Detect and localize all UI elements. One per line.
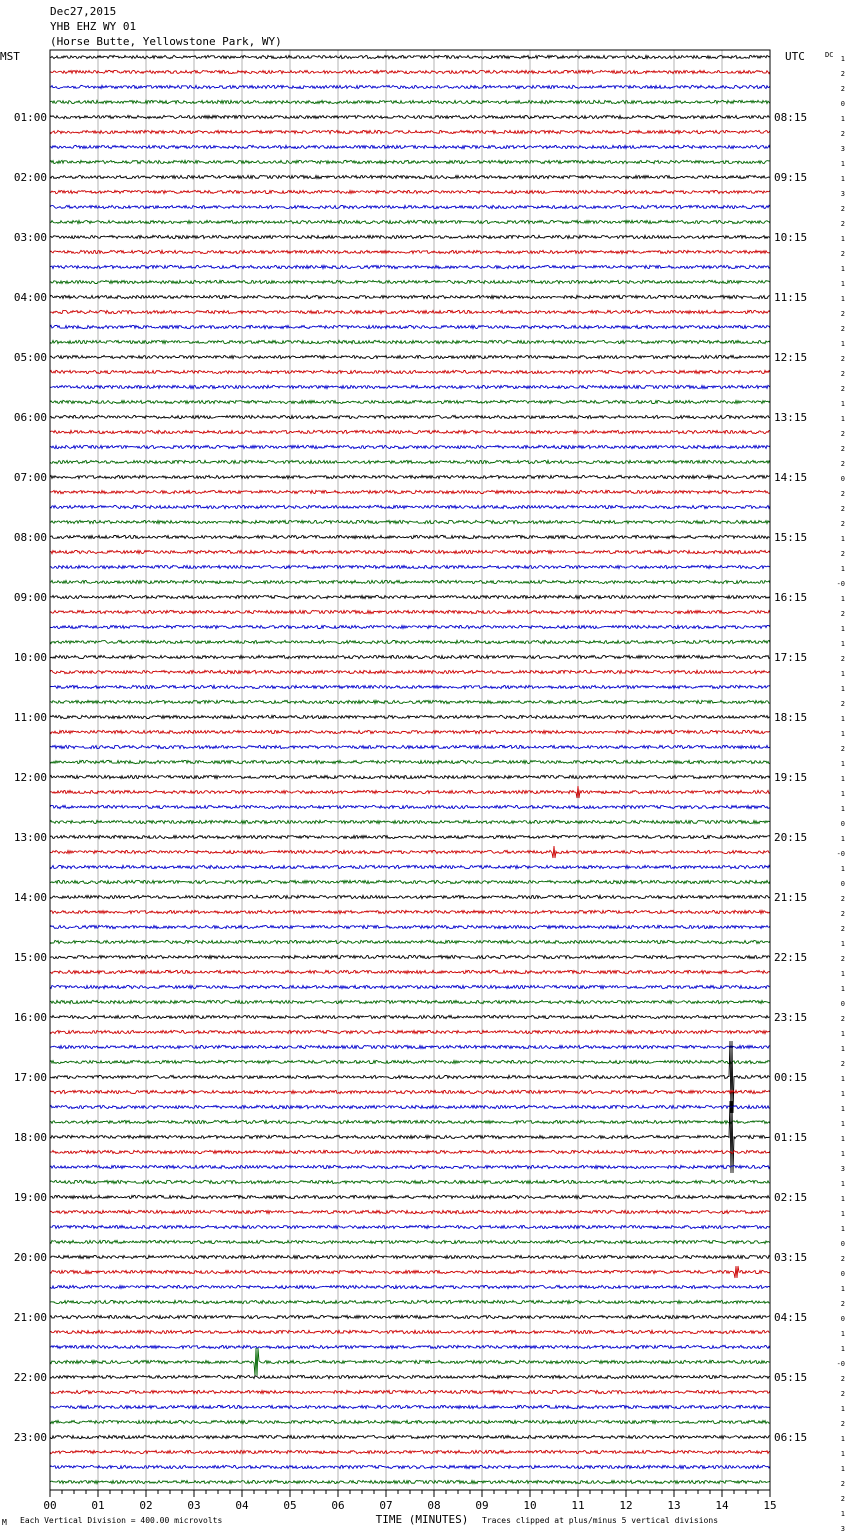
x-tick-label: 12: [619, 1499, 633, 1512]
trace-60: [50, 955, 770, 958]
right-hour-label: 03:15: [774, 1251, 808, 1264]
left-hour-label: 10:00: [13, 651, 47, 664]
dc-value: 1: [840, 1105, 845, 1113]
dc-value: 1: [840, 1090, 845, 1098]
trace-43: [50, 700, 770, 703]
trace-55: [50, 880, 770, 883]
x-tick-label: 10: [523, 1499, 537, 1512]
trace-1: [50, 70, 770, 73]
dc-value: 1: [840, 835, 845, 843]
trace-82: [50, 1285, 770, 1288]
dc-value: 1: [840, 1180, 845, 1188]
dc-value: 1: [840, 1435, 845, 1443]
right-hour-labels: [774, 111, 807, 1444]
x-tick-label: 11: [571, 1499, 585, 1512]
trace-9: [50, 190, 770, 193]
dc-value: 1: [840, 1075, 845, 1083]
right-hour-label: 23:15: [774, 1011, 808, 1024]
dc-value: 0: [840, 880, 845, 888]
x-tick-label: 04: [235, 1499, 249, 1512]
dc-value: 2: [840, 955, 845, 963]
left-hour-label: 17:00: [13, 1071, 47, 1084]
dc-value: 1: [840, 1510, 845, 1518]
dc-value: 2: [840, 550, 845, 558]
dc-value: 2: [840, 70, 845, 78]
trace-73: [50, 1150, 770, 1153]
dc-value: 1: [840, 595, 845, 603]
trace-93: [50, 1450, 770, 1453]
dc-value: 1: [840, 970, 845, 978]
dc-value: 0: [840, 1270, 845, 1278]
trace-6: [50, 145, 770, 148]
left-hour-label: 21:00: [13, 1311, 47, 1324]
right-hour-label: 08:15: [774, 111, 808, 124]
dc-value: 1: [840, 985, 845, 993]
trace-64: [50, 1015, 770, 1018]
x-axis-title: TIME (MINUTES): [375, 1513, 469, 1526]
trace-81: [50, 1266, 770, 1278]
trace-14: [50, 265, 770, 268]
right-hour-label: 15:15: [774, 531, 808, 544]
trace-78: [50, 1225, 770, 1228]
dc-value: 1: [840, 1405, 845, 1413]
trace-56: [50, 895, 770, 898]
dc-value: 1: [840, 400, 845, 408]
trace-94: [50, 1465, 770, 1468]
dc-value: 1: [840, 760, 845, 768]
x-tick-label: 15: [763, 1499, 777, 1512]
trace-74: [50, 1165, 770, 1168]
dc-value: 2: [840, 520, 845, 528]
trace-84: [50, 1315, 770, 1318]
x-axis: [43, 1490, 776, 1512]
dc-column-label: DC: [825, 51, 834, 59]
trace-61: [50, 970, 770, 973]
dc-value: 0: [840, 100, 845, 108]
x-tick-label: 08: [427, 1499, 441, 1512]
dc-value: 2: [840, 1060, 845, 1068]
dc-value: 2: [840, 1375, 845, 1383]
trace-19: [50, 340, 770, 343]
dc-value: 1: [840, 640, 845, 648]
left-hour-label: 19:00: [13, 1191, 47, 1204]
right-hour-label: 04:15: [774, 1311, 808, 1324]
trace-12: [50, 235, 770, 238]
left-hour-label: 22:00: [13, 1371, 47, 1384]
dc-value: 2: [840, 505, 845, 513]
dc-value: 0: [840, 1240, 845, 1248]
trace-89: [50, 1390, 770, 1393]
dc-value: 2: [840, 445, 845, 453]
trace-49: [50, 786, 770, 798]
dc-value: 1: [840, 1135, 845, 1143]
left-hour-label: 15:00: [13, 951, 47, 964]
trace-39: [50, 640, 770, 643]
x-tick-label: 02: [139, 1499, 153, 1512]
dc-value: 1: [840, 280, 845, 288]
trace-53: [50, 846, 770, 858]
dc-value: 1: [840, 235, 845, 243]
dc-value: 2: [840, 85, 845, 93]
dc-value: -0: [836, 850, 845, 858]
x-tick-label: 00: [43, 1499, 57, 1512]
left-hour-label: 12:00: [13, 771, 47, 784]
trace-37: [50, 610, 770, 613]
trace-58: [50, 925, 770, 928]
trace-24: [50, 415, 770, 418]
x-tick-label: 14: [715, 1499, 729, 1512]
trace-71: [50, 1120, 770, 1123]
dc-value: 1: [840, 160, 845, 168]
dc-value: 2: [840, 1255, 845, 1263]
trace-46: [50, 745, 770, 748]
trace-95: [50, 1480, 770, 1483]
dc-value: 0: [840, 1000, 845, 1008]
clip-note: Traces clipped at plus/minus 5 vertical divisions: [482, 1516, 719, 1525]
dc-value: 3: [840, 1165, 845, 1173]
dc-value: 2: [840, 370, 845, 378]
left-hour-label: 01:00: [13, 111, 47, 124]
left-hour-label: 13:00: [13, 831, 47, 844]
dc-value: 2: [840, 220, 845, 228]
trace-4: [50, 115, 770, 118]
dc-value: 1: [840, 1150, 845, 1158]
dc-value: 0: [840, 820, 845, 828]
trace-21: [50, 370, 770, 373]
dc-value: 1: [840, 1195, 845, 1203]
trace-41: [50, 670, 770, 673]
right-hour-label: 12:15: [774, 351, 808, 364]
x-tick-label: 13: [667, 1499, 681, 1512]
dc-value: 3: [840, 1525, 845, 1533]
left-hour-label: 09:00: [13, 591, 47, 604]
dc-value: 1: [840, 1345, 845, 1353]
trace-67: [50, 1060, 770, 1063]
dc-value: 1: [840, 775, 845, 783]
trace-27: [50, 460, 770, 463]
dc-value: 2: [840, 325, 845, 333]
trace-90: [50, 1405, 770, 1408]
dc-value: 0: [840, 1315, 845, 1323]
trace-group: [50, 55, 770, 1483]
trace-22: [50, 385, 770, 388]
dc-value: 2: [840, 1480, 845, 1488]
trace-87: [50, 1348, 770, 1376]
trace-57: [50, 910, 770, 913]
trace-18: [50, 325, 770, 328]
dc-value: 2: [840, 1015, 845, 1023]
trace-42: [50, 685, 770, 688]
dc-value: 1: [840, 625, 845, 633]
right-hour-label: 00:15: [774, 1071, 808, 1084]
trace-32: [50, 535, 770, 538]
trace-11: [50, 220, 770, 223]
dc-value: 2: [840, 925, 845, 933]
dc-value: 1: [840, 55, 845, 63]
trace-68: [50, 1041, 770, 1113]
left-hour-label: 11:00: [13, 711, 47, 724]
trace-54: [50, 865, 770, 868]
trace-45: [50, 730, 770, 733]
dc-value: 2: [840, 460, 845, 468]
trace-3: [50, 100, 770, 103]
dc-value: 1: [840, 265, 845, 273]
dc-value: 1: [840, 340, 845, 348]
trace-36: [50, 595, 770, 598]
dc-value: 1: [840, 1120, 845, 1128]
dc-value: 1: [840, 1225, 845, 1233]
dc-value: 2: [840, 895, 845, 903]
trace-0: [50, 55, 770, 58]
dc-value: 2: [840, 1300, 845, 1308]
trace-85: [50, 1330, 770, 1333]
dc-value: 3: [840, 190, 845, 198]
dc-value: 1: [840, 1210, 845, 1218]
trace-7: [50, 160, 770, 163]
trace-62: [50, 985, 770, 988]
trace-76: [50, 1195, 770, 1198]
dc-value: 1: [840, 175, 845, 183]
dc-value: -0: [836, 1360, 845, 1368]
left-hour-label: 06:00: [13, 411, 47, 424]
dc-value: 2: [840, 1495, 845, 1503]
trace-30: [50, 505, 770, 508]
trace-25: [50, 430, 770, 433]
trace-88: [50, 1375, 770, 1378]
dc-value: 1: [840, 865, 845, 873]
left-hour-label: 07:00: [13, 471, 47, 484]
dc-value: 1: [840, 790, 845, 798]
dc-value: 1: [840, 535, 845, 543]
trace-52: [50, 835, 770, 838]
trace-69: [50, 1090, 770, 1093]
dc-value: 1: [840, 1330, 845, 1338]
trace-34: [50, 565, 770, 568]
trace-75: [50, 1180, 770, 1183]
x-tick-label: 01: [91, 1499, 105, 1512]
trace-35: [50, 580, 770, 583]
left-hour-label: 04:00: [13, 291, 47, 304]
right-hour-label: 18:15: [774, 711, 808, 724]
trace-83: [50, 1300, 770, 1303]
dc-value: 2: [840, 610, 845, 618]
trace-59: [50, 940, 770, 943]
trace-20: [50, 355, 770, 358]
trace-5: [50, 130, 770, 133]
dc-value: 1: [840, 940, 845, 948]
right-hour-label: 22:15: [774, 951, 808, 964]
right-hour-label: 19:15: [774, 771, 808, 784]
right-hour-label: 02:15: [774, 1191, 808, 1204]
dc-value: 2: [840, 385, 845, 393]
trace-48: [50, 775, 770, 778]
dc-value: 1: [840, 730, 845, 738]
right-hour-label: 17:15: [774, 651, 808, 664]
left-hour-label: 20:00: [13, 1251, 47, 1264]
dc-value: 2: [840, 1390, 845, 1398]
right-hour-label: 13:15: [774, 411, 808, 424]
footer-mark: M: [2, 1518, 7, 1527]
left-hour-label: 23:00: [13, 1431, 47, 1444]
scale-note: Each Vertical Division = 400.00 microvolts: [20, 1516, 223, 1525]
chart-date: Dec27,2015: [50, 5, 117, 18]
right-hour-label: 01:15: [774, 1131, 808, 1144]
right-hour-label: 05:15: [774, 1371, 808, 1384]
dc-value: 2: [840, 745, 845, 753]
trace-66: [50, 1045, 770, 1048]
right-hour-label: 14:15: [774, 471, 808, 484]
left-hour-labels: [14, 111, 47, 1444]
dc-value: 1: [840, 115, 845, 123]
dc-value: 1: [840, 1030, 845, 1038]
station-location: (Horse Butte, Yellowstone Park, WY): [50, 35, 282, 48]
right-hour-label: 09:15: [774, 171, 808, 184]
trace-77: [50, 1210, 770, 1213]
trace-38: [50, 625, 770, 628]
dc-value: 1: [840, 670, 845, 678]
dc-value: -0: [836, 580, 845, 588]
trace-23: [50, 400, 770, 403]
x-tick-label: 03: [187, 1499, 201, 1512]
x-tick-label: 09: [475, 1499, 489, 1512]
trace-44: [50, 715, 770, 718]
dc-value: 2: [840, 430, 845, 438]
right-hour-label: 10:15: [774, 231, 808, 244]
dc-value: 1: [840, 1285, 845, 1293]
trace-92: [50, 1435, 770, 1438]
trace-17: [50, 310, 770, 313]
left-hour-label: 08:00: [13, 531, 47, 544]
x-tick-label: 07: [379, 1499, 393, 1512]
trace-47: [50, 760, 770, 763]
trace-79: [50, 1240, 770, 1243]
left-hour-label: 05:00: [13, 351, 47, 364]
trace-26: [50, 445, 770, 448]
dc-value: 2: [840, 910, 845, 918]
dc-value: 0: [840, 475, 845, 483]
dc-value: 2: [840, 310, 845, 318]
trace-65: [50, 1030, 770, 1033]
dc-value: 2: [840, 1420, 845, 1428]
x-tick-label: 05: [283, 1499, 297, 1512]
dc-value: 2: [840, 490, 845, 498]
dc-value: 1: [840, 715, 845, 723]
dc-value: 2: [840, 205, 845, 213]
trace-80: [50, 1255, 770, 1258]
right-timezone-label: UTC: [785, 50, 805, 63]
trace-13: [50, 250, 770, 253]
dc-value: 1: [840, 1450, 845, 1458]
trace-16: [50, 295, 770, 298]
dc-value: 1: [840, 1465, 845, 1473]
trace-50: [50, 805, 770, 808]
dc-value: 1: [840, 1045, 845, 1053]
dc-value: 1: [840, 805, 845, 813]
trace-28: [50, 475, 770, 478]
dc-value: 1: [840, 565, 845, 573]
dc-value: 2: [840, 655, 845, 663]
trace-86: [50, 1345, 770, 1348]
dc-value: 2: [840, 250, 845, 258]
left-timezone-label: MST: [0, 50, 20, 63]
right-hour-label: 16:15: [774, 591, 808, 604]
trace-91: [50, 1420, 770, 1423]
dc-values: [837, 55, 845, 1534]
dc-value: 2: [840, 130, 845, 138]
x-tick-label: 06: [331, 1499, 345, 1512]
station-code: YHB EHZ WY 01: [50, 20, 137, 33]
dc-value: 2: [840, 355, 845, 363]
trace-70: [50, 1105, 770, 1108]
left-hour-label: 03:00: [13, 231, 47, 244]
right-hour-label: 21:15: [774, 891, 808, 904]
trace-2: [50, 85, 770, 88]
trace-33: [50, 550, 770, 553]
trace-72: [50, 1101, 770, 1173]
right-hour-label: 11:15: [774, 291, 808, 304]
right-hour-label: 20:15: [774, 831, 808, 844]
trace-51: [50, 820, 770, 823]
left-hour-label: 02:00: [13, 171, 47, 184]
trace-31: [50, 520, 770, 523]
left-hour-label: 16:00: [13, 1011, 47, 1024]
dc-value: 1: [840, 685, 845, 693]
dc-value: 1: [840, 295, 845, 303]
dc-value: 2: [840, 700, 845, 708]
dc-value: 1: [840, 415, 845, 423]
trace-15: [50, 280, 770, 283]
right-hour-label: 06:15: [774, 1431, 808, 1444]
trace-63: [50, 1000, 770, 1003]
left-hour-label: 18:00: [13, 1131, 47, 1144]
left-hour-label: 14:00: [13, 891, 47, 904]
trace-10: [50, 205, 770, 208]
trace-29: [50, 490, 770, 493]
trace-40: [50, 655, 770, 658]
trace-8: [50, 175, 770, 178]
dc-value: 3: [840, 145, 845, 153]
